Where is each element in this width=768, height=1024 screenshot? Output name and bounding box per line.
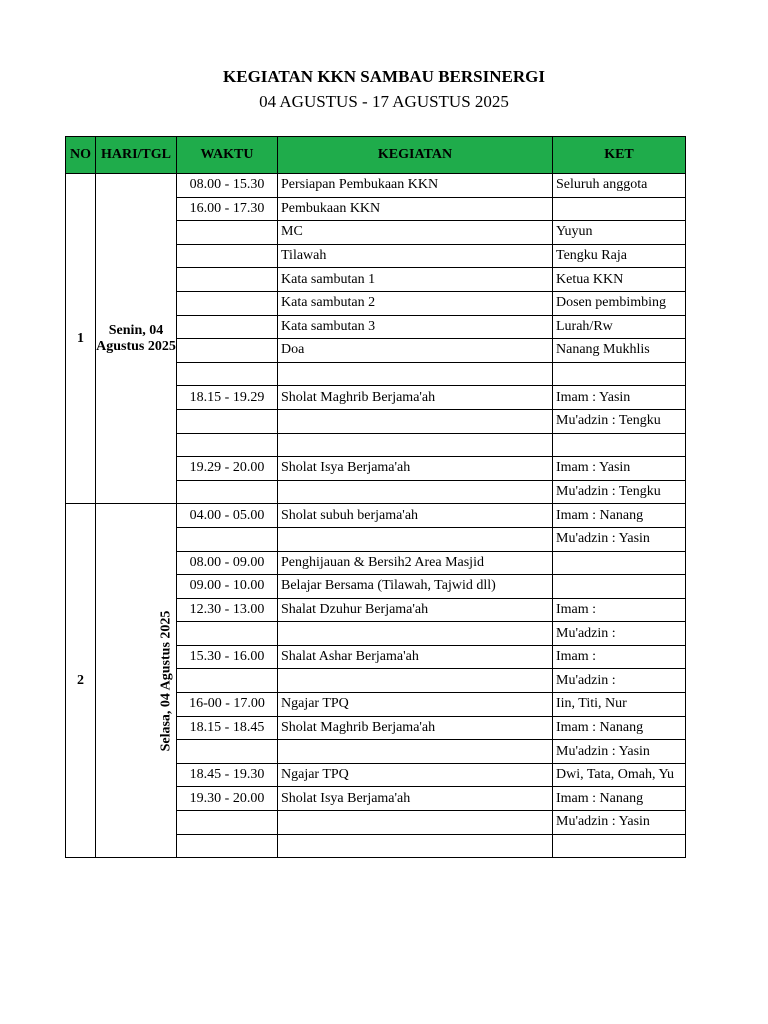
waktu-cell [177,339,278,363]
kegiatan-cell: Penghijauan & Bersih2 Area Masjid [278,551,553,575]
header-no: NO [66,137,96,174]
kegiatan-cell [278,527,553,551]
header-hari-tgl: HARI/TGL [96,137,177,174]
ket-cell: Dwi, Tata, Omah, Yu [553,763,686,787]
waktu-cell [177,669,278,693]
ket-cell: Yuyun [553,221,686,245]
ket-cell: Mu'adzin : Tengku [553,480,686,504]
ket-cell [553,834,686,858]
kegiatan-cell: Kata sambutan 2 [278,291,553,315]
ket-cell: Iin, Titi, Nur [553,693,686,717]
kegiatan-cell: Belajar Bersama (Tilawah, Tajwid dll) [278,575,553,599]
ket-cell [553,197,686,221]
table-header-row [66,137,686,174]
document-title: KEGIATAN KKN SAMBAU BERSINERGI [223,67,545,86]
waktu-cell: 19.29 - 20.00 [177,457,278,481]
waktu-cell [177,244,278,268]
ket-cell: Imam : [553,645,686,669]
waktu-cell [177,527,278,551]
kegiatan-cell: Shalat Ashar Berjama'ah [278,645,553,669]
table-row [66,504,686,528]
kegiatan-cell: Sholat Maghrib Berjama'ah [278,386,553,410]
kegiatan-cell: Persiapan Pembukaan KKN [278,174,553,198]
document-subtitle: 04 AGUSTUS - 17 AGUSTUS 2025 [259,92,509,111]
table-row [66,174,686,198]
waktu-cell [177,740,278,764]
day-date-cell [96,174,177,504]
kegiatan-cell [278,622,553,646]
kegiatan-cell [278,669,553,693]
kegiatan-cell [278,740,553,764]
ket-cell: Imam : [553,598,686,622]
waktu-cell: 09.00 - 10.00 [177,575,278,599]
kegiatan-cell: Ngajar TPQ [278,693,553,717]
waktu-cell: 18.45 - 19.30 [177,763,278,787]
kegiatan-cell [278,409,553,433]
ket-cell [553,575,686,599]
ket-cell [553,433,686,457]
ket-cell: Imam : Yasin [553,386,686,410]
kegiatan-cell: MC [278,221,553,245]
waktu-cell: 04.00 - 05.00 [177,504,278,528]
day-number: 1 [66,174,96,504]
waktu-cell [177,622,278,646]
waktu-cell [177,315,278,339]
waktu-cell: 18.15 - 19.29 [177,386,278,410]
kegiatan-cell: Kata sambutan 1 [278,268,553,292]
ket-cell: Dosen pembimbing [553,291,686,315]
kegiatan-cell: Sholat Maghrib Berjama'ah [278,716,553,740]
waktu-cell: 16.00 - 17.30 [177,197,278,221]
ket-cell: Mu'adzin : Yasin [553,527,686,551]
waktu-cell [177,433,278,457]
waktu-cell [177,834,278,858]
kegiatan-cell [278,811,553,835]
ket-cell: Ketua KKN [553,268,686,292]
kegiatan-cell [278,480,553,504]
kegiatan-cell: Ngajar TPQ [278,763,553,787]
waktu-cell: 16-00 - 17.00 [177,693,278,717]
ket-cell: Mu'adzin : [553,622,686,646]
kegiatan-cell [278,834,553,858]
kegiatan-cell [278,433,553,457]
header-waktu: WAKTU [177,137,278,174]
ket-cell: Imam : Nanang [553,716,686,740]
day-date-label: Selasa, 04 Agustus 2025 [158,610,174,752]
ket-cell: Mu'adzin : Tengku [553,409,686,433]
kegiatan-cell: Tilawah [278,244,553,268]
waktu-cell: 08.00 - 09.00 [177,551,278,575]
kegiatan-cell: Kata sambutan 3 [278,315,553,339]
waktu-cell: 08.00 - 15.30 [177,174,278,198]
table-body [66,174,686,858]
waktu-cell [177,409,278,433]
kegiatan-cell: Shalat Dzuhur Berjama'ah [278,598,553,622]
waktu-cell [177,362,278,386]
waktu-cell: 12.30 - 13.00 [177,598,278,622]
ket-cell: Seluruh anggota [553,174,686,198]
kegiatan-cell: Sholat subuh berjama'ah [278,504,553,528]
ket-cell: Mu'adzin : [553,669,686,693]
ket-cell: Tengku Raja [553,244,686,268]
waktu-cell [177,480,278,504]
waktu-cell [177,268,278,292]
schedule-table [65,136,686,858]
kegiatan-cell: Doa [278,339,553,363]
day-number: 2 [66,504,96,858]
ket-cell [553,362,686,386]
waktu-cell: 15.30 - 16.00 [177,645,278,669]
kegiatan-cell [278,362,553,386]
ket-cell: Imam : Nanang [553,504,686,528]
ket-cell: Imam : Yasin [553,457,686,481]
waktu-cell: 19.30 - 20.00 [177,787,278,811]
ket-cell: Nanang Mukhlis [553,339,686,363]
ket-cell: Mu'adzin : Yasin [553,811,686,835]
header-kegiatan: KEGIATAN [278,137,553,174]
header-ket: KET [553,137,686,174]
kegiatan-cell: Sholat Isya Berjama'ah [278,457,553,481]
waktu-cell: 18.15 - 18.45 [177,716,278,740]
ket-cell: Lurah/Rw [553,315,686,339]
kegiatan-cell: Pembukaan KKN [278,197,553,221]
waktu-cell [177,221,278,245]
day-date-cell [96,504,177,858]
day-date-label: Senin, 04 Agustus 2025 [96,322,176,354]
ket-cell: Imam : Nanang [553,787,686,811]
ket-cell [553,551,686,575]
waktu-cell [177,291,278,315]
kegiatan-cell: Sholat Isya Berjama'ah [278,787,553,811]
waktu-cell [177,811,278,835]
ket-cell: Mu'adzin : Yasin [553,740,686,764]
